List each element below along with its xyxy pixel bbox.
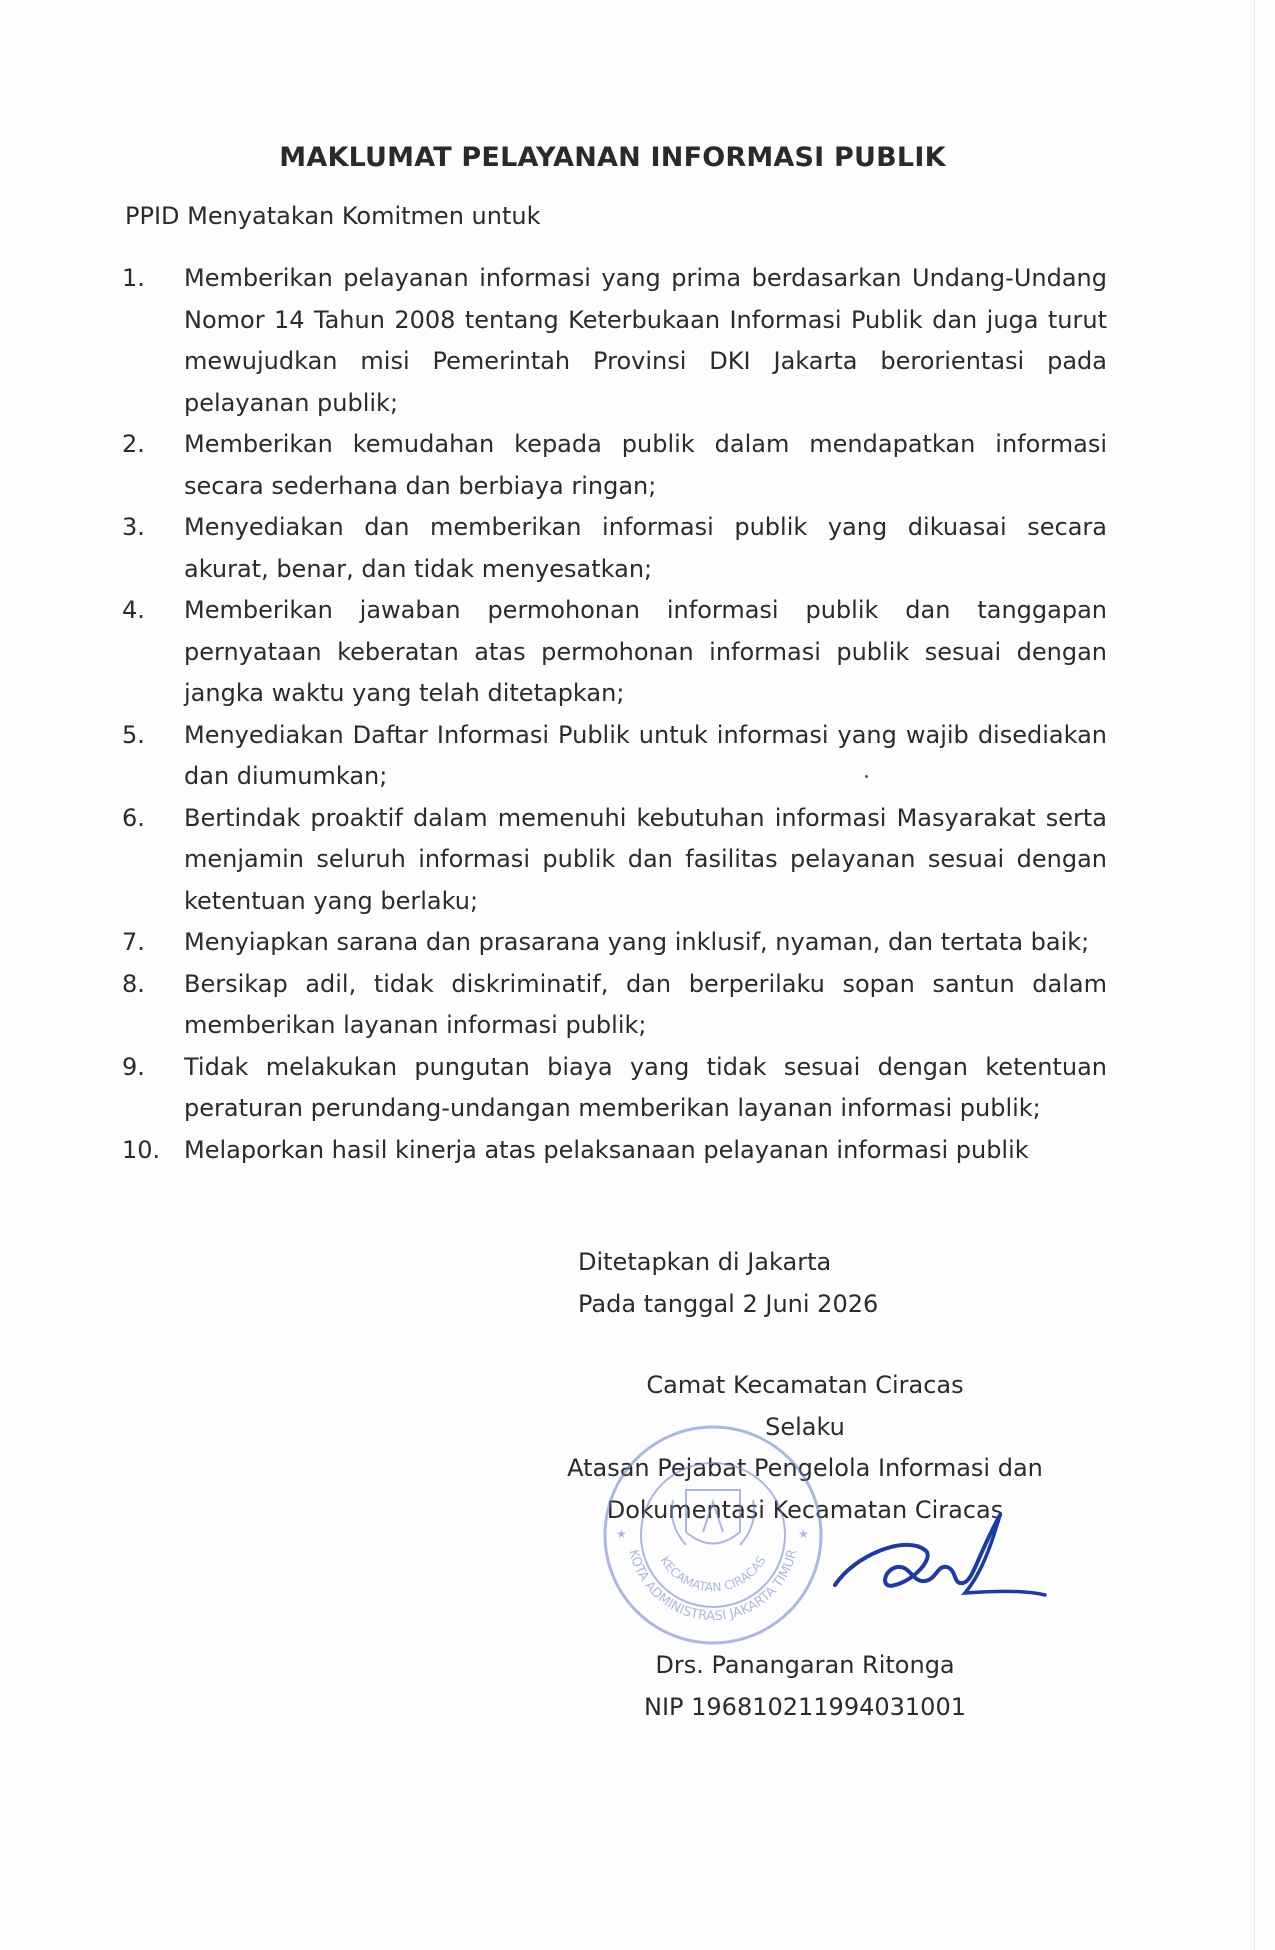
item-number: 3. [122, 513, 145, 541]
stamp-outer-text: KOTA ADMINISTRASI JAKARTA TIMUR [625, 1548, 801, 1625]
handwritten-signature [795, 1495, 1055, 1625]
item-text: Menyediakan dan memberikan informasi publik yang dikuasai secara akurat, benar, dan tidak menyesatkan; [184, 513, 1107, 583]
signatory-name: Drs. Panangaran Ritonga [655, 1651, 955, 1679]
item-number: 5. [122, 720, 145, 749]
official-stamp [598, 1420, 828, 1650]
item-number: 10. [122, 1135, 161, 1164]
item-number: 8. [122, 969, 145, 998]
item-number: 9. [122, 1052, 145, 1081]
item-number: 2. [122, 430, 145, 458]
place-text: Ditetapkan di Jakarta [578, 1248, 832, 1276]
item-text: Bertindak proaktif dalam memenuhi kebutuhan informasi Masyarakat serta menjamin seluruh informasi publik dan fasilitas pelayanan sesuai dengan ketentuan yang berlaku; [184, 803, 1107, 915]
item-number: 6. [122, 803, 145, 832]
position-line: Camat Kecamatan Ciracas [646, 1371, 964, 1399]
list-item [122, 1047, 1107, 1130]
item-text: Menyediakan Daftar Informasi Publik untuk informasi yang wajib disediakan dan diumumkan; [184, 720, 1107, 790]
item-text: Melaporkan hasil kinerja atas pelaksanaan pelayanan informasi publik [184, 1135, 1029, 1164]
list-item [122, 798, 1107, 923]
page-edge [1254, 0, 1255, 1950]
item-text: Bersikap adil, tidak diskriminatif, dan berperilaku sopan santun dalam memberikan layanan informasi publik; [184, 969, 1107, 1039]
list-item [122, 590, 1107, 715]
intro-text: PPID Menyatakan Komitmen untuk [125, 202, 541, 230]
item-number: 1. [122, 264, 145, 292]
position-line: Atasan Pejabat Pengelola Informasi dan [567, 1454, 1043, 1482]
position-line: Dokumentasi Kecamatan Ciracas [606, 1495, 1004, 1524]
document-title: MAKLUMAT PELAYANAN INFORMASI PUBLIK [279, 142, 946, 173]
item-text: Menyiapkan sarana dan prasarana yang inklusif, nyaman, dan tertata baik; [184, 928, 1090, 956]
list-item [122, 507, 1107, 590]
scan-speck [865, 775, 868, 778]
item-text: Memberikan kemudahan kepada publik dalam mendapatkan informasi secara sederhana dan berbiaya ringan; [184, 430, 1107, 500]
commitment-list [122, 258, 1107, 1171]
item-number: 7. [122, 928, 145, 956]
position-line: Selaku [765, 1412, 845, 1441]
stamp-emblem-icon [672, 1490, 754, 1545]
list-item [122, 964, 1107, 1047]
stamp-inner-text: KECAMATAN CIRACAS [657, 1553, 769, 1595]
item-text: Memberikan pelayanan informasi yang prima berdasarkan Undang-Undang Nomor 14 Tahun 2008 tentang Keterbukaan Informasi Publik dan juga turut mewujudkan misi Pemerintah Provinsi DKI Jakarta berorientasi pada pelayanan publik; [184, 264, 1107, 417]
place-date-block [578, 1242, 878, 1325]
list-item [122, 424, 1107, 507]
svg-text:★: ★ [616, 1527, 627, 1541]
signatory-name-block [535, 1645, 1075, 1728]
list-item [122, 1130, 1107, 1172]
signatory-nip: NIP 196810211994031001 [644, 1692, 966, 1721]
item-text: Tidak melakukan pungutan biaya yang tidak sesuai dengan ketentuan peraturan perundang-undangan memberikan layanan informasi publik; [184, 1052, 1107, 1122]
svg-text:★: ★ [798, 1527, 809, 1541]
item-text: Memberikan jawaban permohonan informasi publik dan tanggapan pernyataan keberatan atas permohonan informasi publik sesuai dengan jangka waktu yang telah ditetapkan; [184, 596, 1107, 707]
list-item [122, 922, 1107, 964]
list-item [122, 715, 1107, 798]
item-number: 4. [122, 596, 145, 624]
list-item [122, 258, 1107, 424]
date-text: Pada tanggal 2 Juni 2026 [578, 1289, 879, 1318]
